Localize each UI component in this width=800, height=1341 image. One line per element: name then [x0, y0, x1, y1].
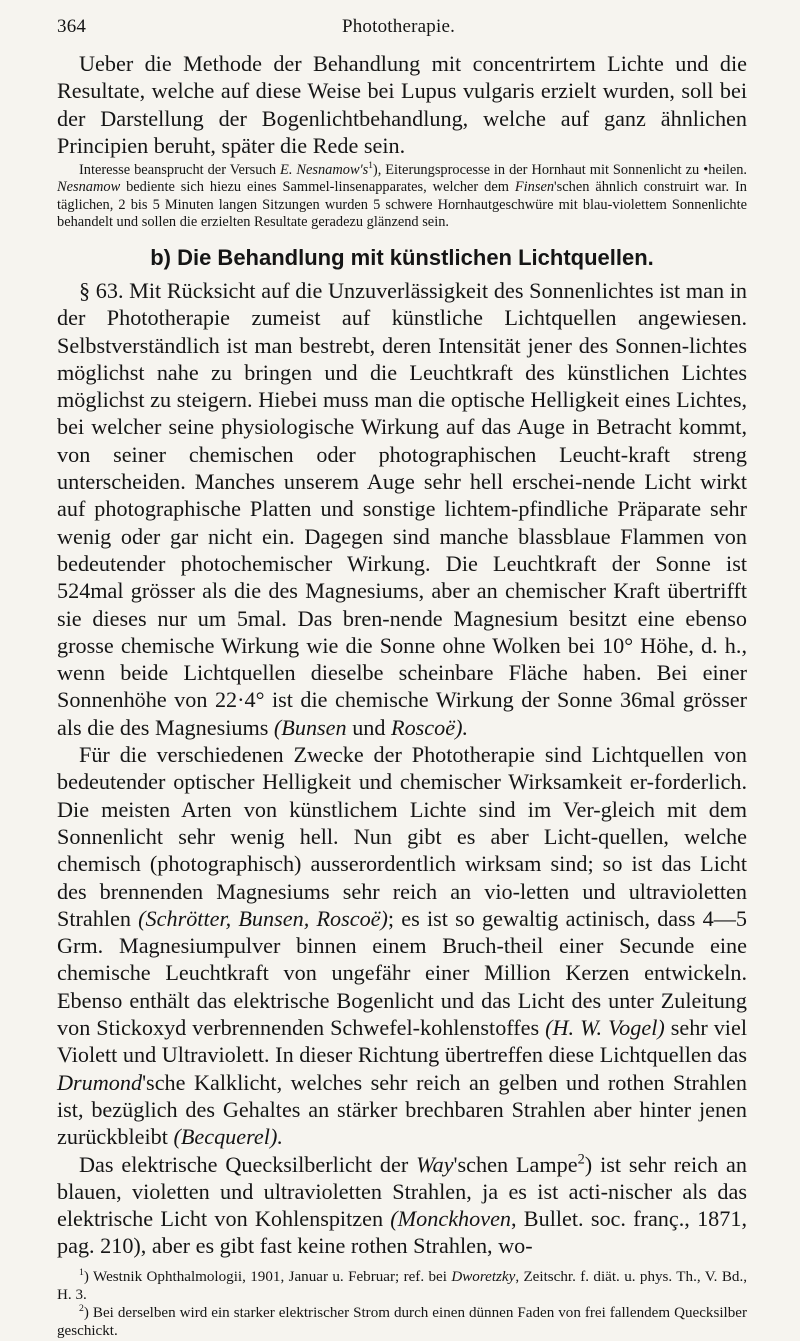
footnote-2: $^2$) Bei derselben wird ein starker elektrischer Strom durch einen dünnen Faden von frei fallendem Quecksilber geschickt. [57, 1303, 747, 1340]
paragraph-mercury-light: Das elektrische Quecksilberlicht der Way'schen Lampe$^2$) ist sehr reich an blauen, violetten und ultravioletten Strahlen, ja es ist acti-nischer als das elektrische Licht von Kohlenspitzen (Monckhoven, Bullet. soc. franç., 1871, pag. 210), aber es gibt fast keine rothen Strahlen, wo- [57, 1151, 747, 1259]
page-header [57, 16, 740, 44]
paragraph-light-sources: Für die verschiedenen Zwecke der Phototherapie sind Lichtquellen von bedeutender optischer Helligkeit und chemischer Wirksamkeit er-forderlich. Die meisten Arten von künstlichem Lichte sind im Ver-gleich mit dem Sonnenlicht sehr wenig hell. Nun gibt es aber Licht-quellen, welche chemisch (photographisch) ausserordentlich wirksam sind; so ist das Licht des brennenden Magnesiums sehr reich an vio-letten und ultravioletten Strahlen (Schrötter, Bunsen, Roscoë); es ist so gewaltig actinisch, dass 4—5 Grm. Magnesiumpulver binnen einem Bruch-theil einer Secunde eine chemische Leuchtkraft von ungefähr einer Million Kerzen entwickeln. Ebenso enthält das elektrische Bogenlicht und das Licht des unter Zuleitung von Stickoxyd verbrennenden Schwefel-kohlenstoffes (H. W. Vogel) sehr viel Violett und Ultraviolett. In dieser Richtung übertreffen diese Lichtquellen das Drumond'sche Kalklicht, welches sehr reich an gelben und rothen Strahlen ist, bezüglich des Gehaltes an stärker brechbaren Strahlen aber hinter jenen zurückbleibt (Becquerel). [57, 742, 747, 1150]
paragraph-concentrated-light: Ueber die Methode der Behandlung mit concentrirtem Lichte und die Resultate, welche auf diese Weise bei Lupus vulgaris erzielt wurden, soll bei der Darstellung der Bogenlichtbehandlung, welche auf ganz ähnlichen Principien beruht, später die Rede sein. [57, 51, 747, 158]
paragraph-section-63: § 63. Mit Rücksicht auf die Unzuverlässigkeit des Sonnenlichtes ist man in der Phototherapie zumeist auf künstliche Lichtquellen angewiesen. Selbstverständlich ist man bestrebt, deren Intensität jener des Sonnen-lichtes möglichst nahe zu bringen und die Leuchtkraft des künstlichen Lichtes möglichst zu steigern. Hiebei muss man die optische Helligkeit eines Lichtes, bei welcher seine physiologische Wirkung auf das Auge in Betracht kommt, von seiner chemischen oder photographischen Leucht-kraft streng unterscheiden. Manches unserem Auge sehr hell erschei-nende Licht wirkt auf photographische Platten und sonstige lichtem-pfindliche Präparate sehr wenig oder gar nicht ein. Dagegen sind manche blassblaue Flammen von bedeutender photochemischer Wirkung. Die Leuchtkraft der Sonne ist 524mal grösser als die des Magnesiums, aber an chemischer Kraft übertrifft sie dieses nur um 5mal. Das bren-nende Magnesium besitzt eine ebenso grosse chemische Wirkung wie die Sonne ohne Wolken bei 10° Höhe, d. h., wenn beide Lichtquellen dieselbe scheinbare Fläche haben. Bei einer Sonnenhöhe von 22·4° ist die chemische Wirkung der Sonne 36mal grösser als die des Magnesiums (Bunsen und Roscoë). [57, 278, 747, 740]
small-print-paragraph: Interesse beansprucht der Versuch E. $Nesnamow's^1$), Eiterungsprocesse in der Hornhaut mit Sonnenlicht zu •heilen. Nesnamow bediente sich hiezu eines Sammel-linsenapparates, welcher dem Finsen'schen ähnlich construirt war. In täglichen, 2 bis 5 Minuten langen Sitzungen wurden 5 schwere Hornhautgeschwüre mit blau-violettem Sonnenlichte behandelt und sollen die erzielten Resultate geradezu glänzend sein. [57, 161, 748, 230]
running-title: Phototherapie. [341, 16, 456, 37]
page-body [57, 50, 747, 1341]
footnotes [57, 1268, 747, 1341]
footnote-1: $^1$) Westnik Ophthalmologii, 1901, Januar u. Februar; ref. bei Dworetzky, Zeitschr. f. diät. u. phys. Th., V. Bd., H. 3. [57, 1266, 747, 1303]
page-number: 364 [57, 16, 87, 37]
section-heading: b) Die Behandlung mit künstlichen Lichtquellen. [150, 245, 654, 270]
